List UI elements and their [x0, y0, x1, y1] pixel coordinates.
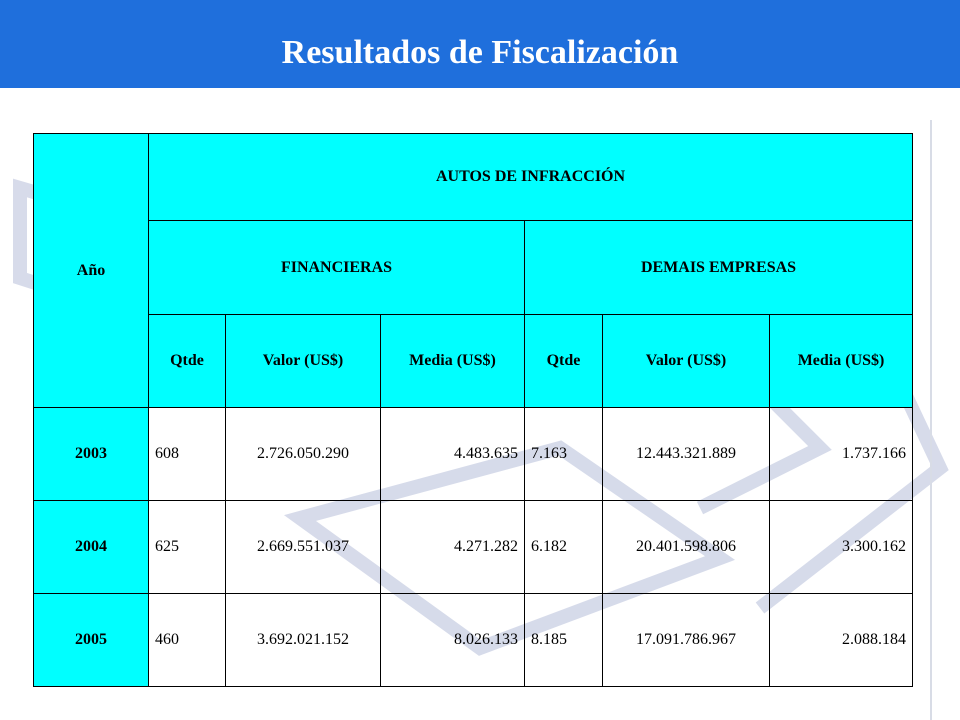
- section-header-demais: DEMAIS EMPRESAS: [525, 221, 913, 315]
- title-bar: [0, 0, 960, 88]
- col-header-dem-valor: Valor (US$): [603, 315, 770, 408]
- fin-qtde-cell: 460: [149, 594, 226, 687]
- section-header-financieras: FINANCIERAS: [149, 221, 525, 315]
- fin-qtde-cell: 608: [149, 408, 226, 501]
- table-row: [34, 408, 913, 501]
- results-table: [33, 133, 913, 687]
- dem-qtde-cell: 7.163: [525, 408, 603, 501]
- dem-media-cell: 1.737.166: [770, 408, 913, 501]
- year-cell: 2004: [34, 501, 149, 594]
- col-header-fin-media: Media (US$): [381, 315, 525, 408]
- col-header-fin-valor: Valor (US$): [226, 315, 381, 408]
- table-row: [34, 501, 913, 594]
- group-header: AUTOS DE INFRACCIÓN: [149, 134, 913, 221]
- year-cell: 2003: [34, 408, 149, 501]
- col-header-fin-qtde: Qtde: [149, 315, 226, 408]
- col-header-dem-qtde: Qtde: [525, 315, 603, 408]
- header-row-sections: [34, 221, 913, 315]
- table-row: [34, 594, 913, 687]
- dem-qtde-cell: 8.185: [525, 594, 603, 687]
- edge-line: [930, 120, 932, 720]
- fin-media-cell: 4.483.635: [381, 408, 525, 501]
- fin-media-cell: 4.271.282: [381, 501, 525, 594]
- fin-valor-cell: 2.669.551.037: [226, 501, 381, 594]
- dem-valor-cell: 17.091.786.967: [603, 594, 770, 687]
- fin-valor-cell: 2.726.050.290: [226, 408, 381, 501]
- dem-media-cell: 3.300.162: [770, 501, 913, 594]
- header-row-group: [34, 134, 913, 221]
- header-row-columns: [34, 315, 913, 408]
- fin-media-cell: 8.026.133: [381, 594, 525, 687]
- dem-valor-cell: 20.401.598.806: [603, 501, 770, 594]
- fin-qtde-cell: 625: [149, 501, 226, 594]
- dem-qtde-cell: 6.182: [525, 501, 603, 594]
- col-header-dem-media: Media (US$): [770, 315, 913, 408]
- year-header: Año: [34, 134, 149, 408]
- fin-valor-cell: 3.692.021.152: [226, 594, 381, 687]
- page-title: Resultados de Fiscalización: [281, 34, 679, 71]
- year-cell: 2005: [34, 594, 149, 687]
- dem-media-cell: 2.088.184: [770, 594, 913, 687]
- dem-valor-cell: 12.443.321.889: [603, 408, 770, 501]
